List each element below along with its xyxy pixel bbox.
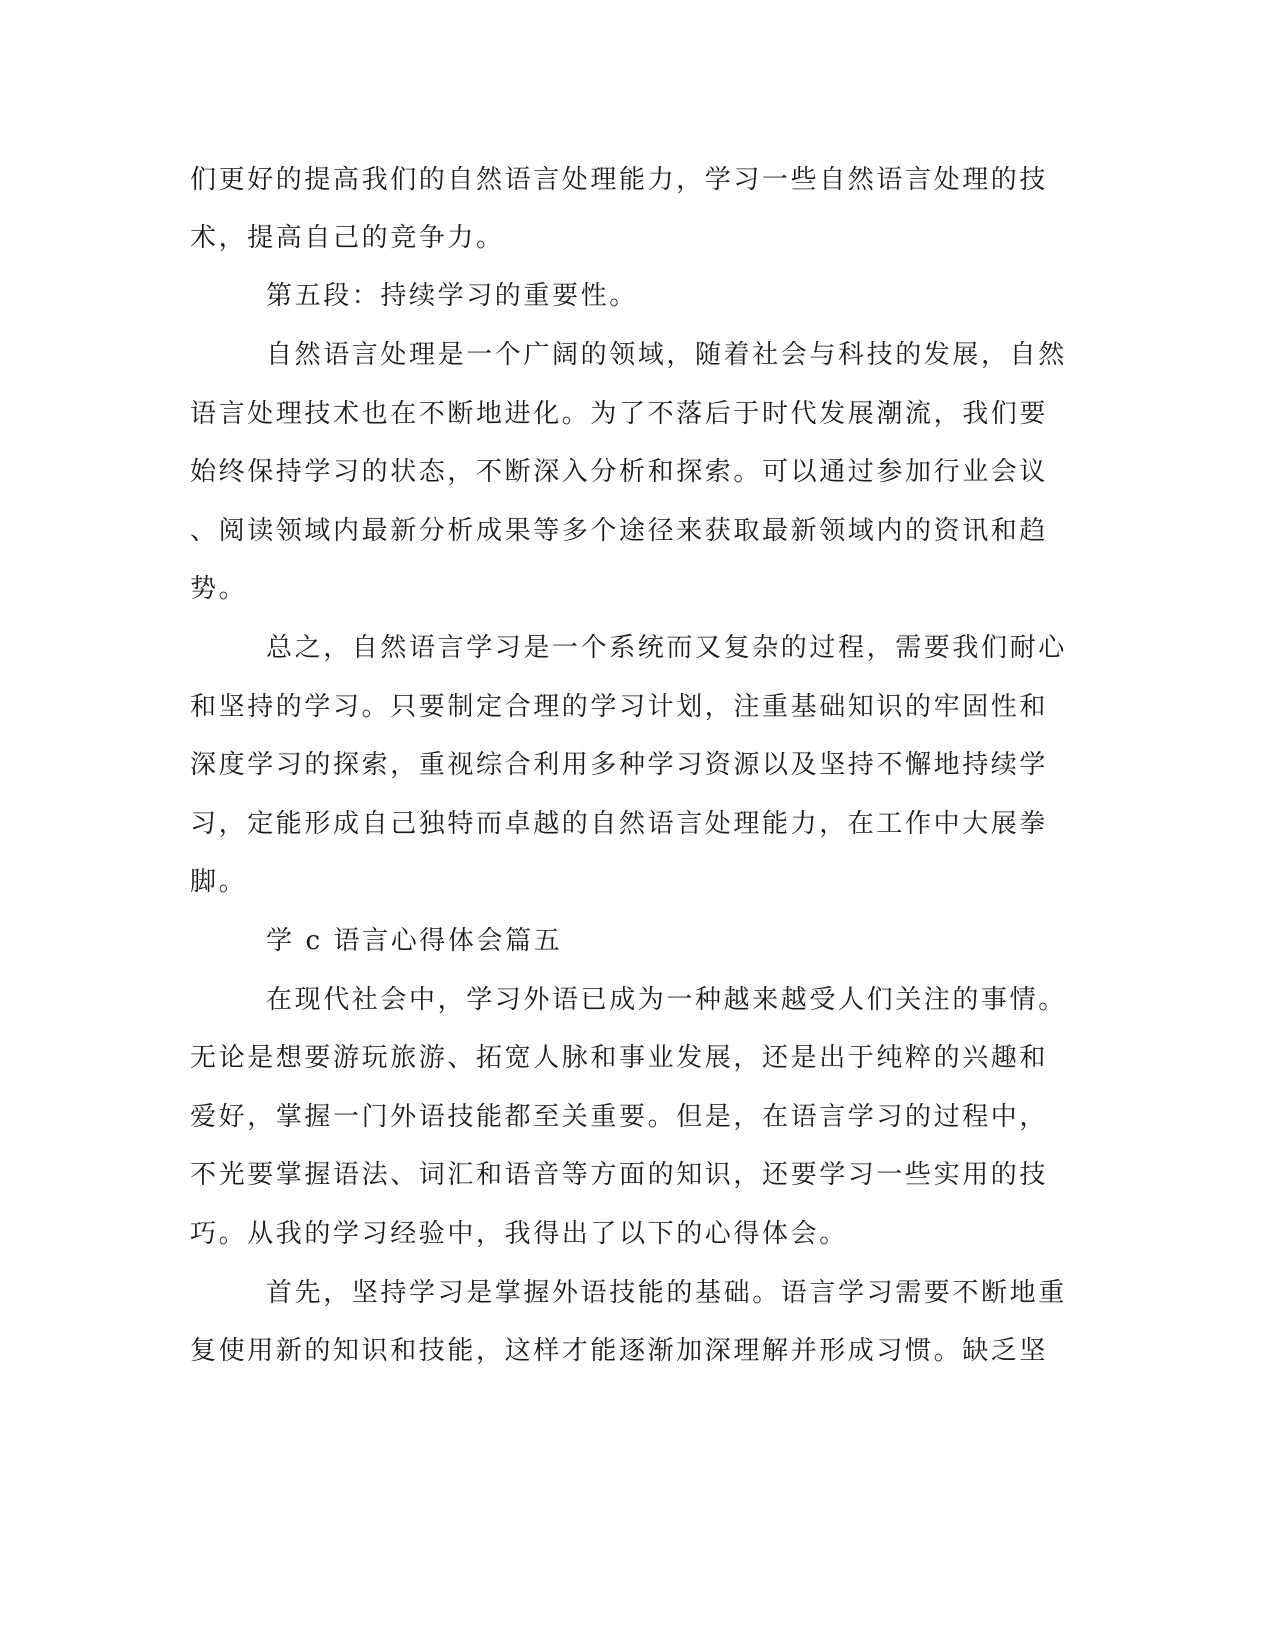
text-line: 不光要掌握语法、词汇和语音等方面的知识，还要学习一些实用的技 xyxy=(190,1160,1049,1190)
text-line: 深度学习的探索，重视综合利用多种学习资源以及坚持不懈地持续学 xyxy=(190,750,1049,780)
text-line: 复使用新的知识和技能，这样才能逐渐加深理解并形成习惯。缺乏坚 xyxy=(190,1336,1049,1366)
text-line: 势。 xyxy=(190,574,248,604)
text-line: 无论是想要游玩旅游、拓宽人脉和事业发展，还是出于纯粹的兴趣和 xyxy=(190,1043,1049,1073)
text-line: 、阅读领域内最新分析成果等多个途径来获取最新领域内的资讯和趋 xyxy=(190,516,1049,546)
text-line: 巧。从我的学习经验中，我得出了以下的心得体会。 xyxy=(190,1219,848,1249)
text-line: 始终保持学习的状态，不断深入分析和探索。可以通过参加行业会议 xyxy=(190,457,1049,487)
text-line: 和坚持的学习。只要制定合理的学习计划，注重基础知识的牢固性和 xyxy=(190,692,1049,722)
text-line: 们更好的提高我们的自然语言处理能力，学习一些自然语言处理的技 xyxy=(190,165,1049,195)
text-line: 首先，坚持学习是掌握外语技能的基础。语言学习需要不断地重 xyxy=(266,1278,1067,1308)
text-line: 语言处理技术也在不断地进化。为了不落后于时代发展潮流，我们要 xyxy=(190,399,1049,429)
section-heading: 学 c 语言心得体会篇五 xyxy=(266,926,563,956)
text-line: 术，提高自己的竞争力。 xyxy=(190,223,505,253)
text-line: 爱好，掌握一门外语技能都至关重要。但是，在语言学习的过程中， xyxy=(190,1102,1049,1132)
text-line: 脚。 xyxy=(190,867,248,897)
section-heading: 第五段：持续学习的重要性。 xyxy=(266,281,638,311)
text-line: 总之，自然语言学习是一个系统而又复杂的过程，需要我们耐心 xyxy=(266,633,1067,663)
text-line: 自然语言处理是一个广阔的领域，随着社会与科技的发展，自然 xyxy=(266,340,1067,370)
text-line: 习，定能形成自己独特而卓越的自然语言处理能力，在工作中大展拳 xyxy=(190,809,1049,839)
text-line: 在现代社会中，学习外语已成为一种越来越受人们关注的事情。 xyxy=(266,985,1067,1015)
